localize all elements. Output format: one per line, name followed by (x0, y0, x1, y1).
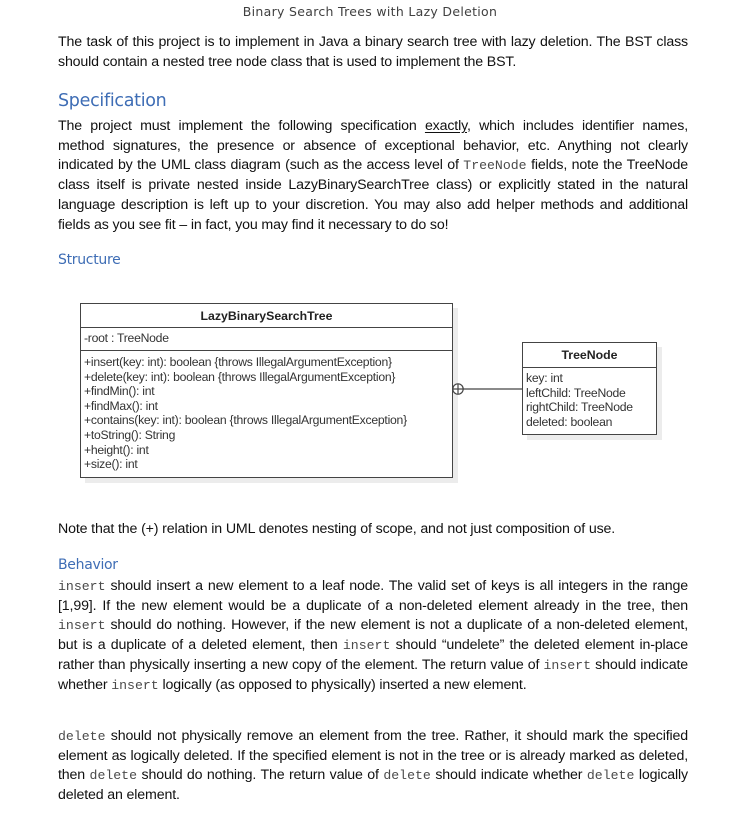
uml-operation-findmin: +findMin(): int (84, 384, 155, 399)
uml-attribute: -root : TreeNode (84, 331, 169, 345)
spec-text-3: fields, note the TreeNode class itself is private nested inside LazyBinarySearchTree class) or explicitly stated in the natural language description is left up to your discretion. You may also add helper methods and additional fields as you see fit – in fact, you may find it necessary to do so! (58, 157, 688, 233)
uml-class-name: LazyBinarySearchTree (81, 304, 452, 328)
code-delete: delete (89, 768, 138, 784)
uml-attributes (81, 328, 452, 351)
uml-operation-findmax: +findMax(): int (84, 398, 158, 413)
insert-text-5: logically (as opposed to physically) inserted a new element. (158, 676, 527, 693)
intro-paragraph (58, 33, 688, 72)
uml-attribute-key: key: int (526, 371, 563, 385)
uml-class-lazybinarysearchtree (80, 303, 453, 478)
nesting-connector-icon (452, 382, 524, 398)
code-delete: delete (383, 768, 431, 784)
code-delete: delete (586, 768, 635, 784)
uml-operation-height: +height(): int (84, 442, 149, 457)
intro-text: The task of this project is to implement in Java a binary search tree with lazy deletion. The BST class should contain a nested tree node class that is used to implement the BST. (58, 34, 688, 70)
page-title: Binary Search Trees with Lazy Deletion (242, 4, 498, 19)
insert-text-1: should insert a new element to a leaf node. The valid set of keys is all integers in the range [1,99]. If the new element would be a duplicate of a non-deleted element already in the tree, then (58, 578, 688, 614)
delete-text-1: should not physically remove an element from the tree. Rather, it should mark the specified element as logically deleted. If the specified element is not in the tree or is already marked as deleted, then (58, 728, 688, 784)
uml-attribute-leftchild: leftChild: TreeNode (526, 385, 626, 400)
uml-operation-contains: +contains(key: int): boolean {throws IllegalArgumentException} (84, 413, 407, 428)
insert-paragraph (58, 577, 688, 695)
spec-emphasis: exactly (424, 118, 467, 134)
uml-operation-delete: +delete(key: int): boolean {throws IllegalArgumentException} (84, 369, 396, 384)
code-insert: insert (58, 618, 106, 634)
code-insert: insert (342, 638, 391, 654)
spec-text-2: , which includes identifier names, method signatures, the presence or absence of exceptional behavior, etc. Anything not clearly indicated by the UML class diagram (such as the access level of (58, 118, 689, 174)
spec-code-treenode: TreeNode (463, 158, 527, 174)
behavior-heading: Behavior (58, 557, 118, 573)
specification-heading: Specification (58, 91, 167, 111)
uml-attribute-rightchild: rightChild: TreeNode (526, 400, 633, 415)
uml-operations (81, 351, 452, 472)
specification-paragraph (58, 117, 688, 235)
structure-note: Note that the (+) relation in UML denotes nesting of scope, and not just composition of use. (58, 521, 616, 537)
uml-operation-tostring: +toString(): String (84, 427, 176, 442)
code-insert: insert (543, 657, 591, 673)
insert-text-4: should indicate whether (58, 656, 688, 693)
uml-attributes (523, 368, 656, 429)
spec-text-1: The project must implement the following specification (58, 118, 425, 134)
uml-operation-insert: +insert(key: int): boolean {throws IllegalArgumentException} (84, 355, 392, 369)
code-insert: insert (58, 579, 106, 594)
uml-class-name: TreeNode (523, 343, 656, 368)
structure-heading: Structure (58, 252, 121, 268)
uml-class-treenode (522, 342, 657, 435)
delete-paragraph (58, 727, 688, 806)
code-insert: insert (111, 677, 159, 693)
delete-text-3: should indicate whether (430, 767, 587, 784)
code-delete: delete (58, 729, 106, 744)
delete-text-2: should do nothing. The return value of (137, 767, 384, 784)
insert-text-2: should do nothing. However, if the new element is not a duplicate of a non-deleted element, but is a duplicate of a deleted element, then (58, 617, 688, 654)
insert-text-3: should “undelete” the deleted element in-place rather than physically inserting a new copy of the element. The return value of (58, 637, 688, 673)
uml-operation-size: +size(): int (84, 457, 138, 472)
uml-attribute-deleted: deleted: boolean (526, 414, 613, 429)
delete-text-4: logically deleted an element. (58, 767, 688, 804)
